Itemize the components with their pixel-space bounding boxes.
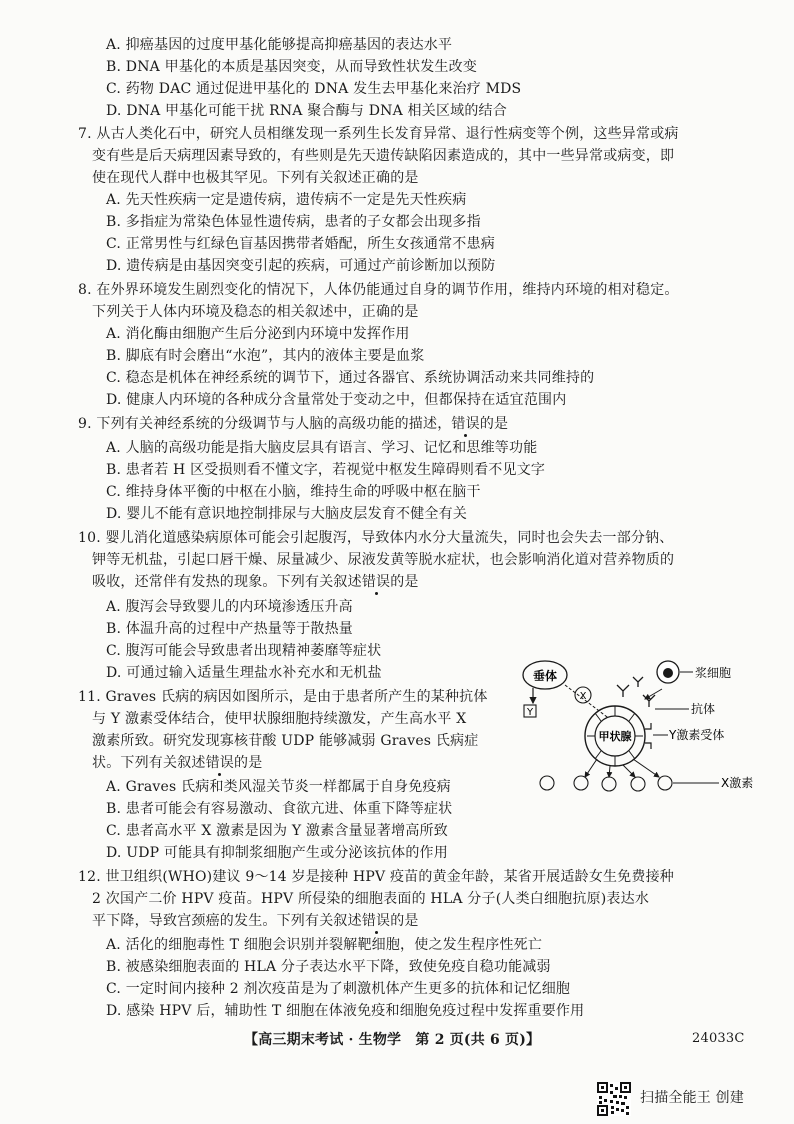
q7-option-d: D. 遗传病是由基因突变引起的疾病，可通过产前诊断加以预防 bbox=[106, 258, 496, 274]
q10-option-c: C. 腹泻可能会导致患者出现精神萎靡等症状 bbox=[106, 643, 382, 659]
q6-option-b: B. DNA 甲基化的本质是基因突变，从而导致性状发生改变 bbox=[106, 59, 478, 75]
q12-stem-line-2: 2 次国产二价 HPV 疫苗。HPV 所侵染的细胞表面的 HLA 分子(人类白细胞抗原)表达水 bbox=[92, 891, 650, 907]
plasma-cell-label: 浆细胞 bbox=[695, 666, 732, 680]
y-receptor-label: Y激素受体 bbox=[669, 728, 725, 742]
q8-stem-line-2: 下列关于人体内环境及稳态的相关叙述中，正确的是 bbox=[92, 304, 419, 320]
q11-option-d: D. UDP 可能具有抑制浆细胞产生或分泌该抗体的作用 bbox=[106, 845, 448, 861]
q10-stem-tail: 的是 bbox=[390, 574, 419, 590]
q12-stem-tail: 的是 bbox=[390, 913, 419, 929]
q12-stem-line-1: 12. 世卫组织(WHO)建议 9～14 岁是接种 HPV 疫苗的黄金年龄，某省开展适龄女生免费接种 bbox=[78, 869, 674, 885]
q9-option-d: D. 婴儿不能有意识地控制排尿与大脑皮层发育不健全有关 bbox=[106, 506, 468, 522]
q8-option-d: D. 健康人内环境的各种成分含量常处于变动之中，但都保持在适宜范围内 bbox=[106, 392, 567, 408]
q10-stem-line-3 bbox=[92, 573, 419, 591]
paper-code: 24033C bbox=[692, 1031, 745, 1046]
q11-stem-line-3: 激素所致。研究发现寡核苷酸 UDP 能够减弱 Graves 氏病症 bbox=[92, 733, 479, 749]
q9-option-c: C. 维持身体平衡的中枢在小脑，维持生命的呼吸中枢在脑干 bbox=[106, 484, 481, 500]
q7-stem-line-2: 变有些是后天病理因素导致的，有些则是先天遗传缺陷因素造成的，其中一些异常或病变，即 bbox=[92, 148, 675, 164]
q8-option-b: B. 脚底有时会磨出“水泡”，其内的液体主要是血浆 bbox=[106, 348, 425, 364]
x-hormone-label: X激素 bbox=[721, 776, 754, 790]
q11-stem-text: 状。下列有关叙述 bbox=[92, 755, 206, 771]
q8-stem-line-1: 8. 在外界环境发生剧烈变化的情况下，人体仍能通过自身的调节作用，维持内环境的相对稳定。 bbox=[78, 282, 679, 298]
q6-option-a: A. 抑癌基因的过度甲基化能够提高抑癌基因的表达水平 bbox=[106, 37, 453, 53]
secretion-arrow bbox=[645, 689, 662, 699]
q9-stem-text: 9. 下列有关神经系统的分级调节与人脑的高级功能的描述， bbox=[78, 416, 452, 432]
x-arrow-4 bbox=[633, 759, 659, 777]
antibody-icon-1 bbox=[617, 685, 629, 697]
q9-option-b: B. 患者若 H 区受损则看不懂文字，若视觉中枢发生障碍则看不见文字 bbox=[106, 462, 546, 478]
q10-option-b: B. 体温升高的过程中产热量等于散热量 bbox=[106, 621, 353, 637]
q7-stem-line-3: 使在现代人群中也极其罕见。下列有关叙述正确的是 bbox=[92, 170, 419, 186]
q11-stem-line-1: 11. Graves 氏病的病因如图所示，是由于患者所产生的某种抗体 bbox=[78, 689, 488, 705]
x-arrow-1 bbox=[585, 759, 597, 777]
y-hormone-mark: Y bbox=[526, 707, 534, 718]
q11-option-c: C. 患者高水平 X 激素是因为 Y 激素含量显著增高所致 bbox=[106, 823, 448, 839]
q10-stem-line-2: 钾等无机盐，引起口唇干燥、尿量减少、尿液发黄等脱水症状，也会影响消化道对营养物质的 bbox=[92, 552, 675, 568]
q9-option-a: A. 人脑的高级功能是指大脑皮层具有语言、学习、记忆和思维等功能 bbox=[106, 440, 538, 456]
q9-stem-tail: 的是 bbox=[479, 416, 509, 432]
q12-option-d: D. 感染 HPV 后，辅助性 T 细胞在体液免疫和细胞免疫过程中发挥重要作用 bbox=[106, 1003, 585, 1019]
q12-option-b: B. 被感染细胞表面的 HLA 分子表达水平下降，致使免疫自稳功能减弱 bbox=[106, 959, 551, 975]
q11-option-b: B. 患者可能会有容易激动、食欲亢进、体重下降等症状 bbox=[106, 801, 453, 817]
x-arrow-2 bbox=[609, 766, 610, 777]
x-hormone-4 bbox=[631, 777, 645, 791]
qr-code-icon bbox=[597, 1082, 631, 1116]
q7-option-b: B. 多指症为常染色体显性遗传病，患者的子女都会出现多指 bbox=[106, 214, 481, 230]
antibody-icon-3 bbox=[633, 677, 643, 687]
q8-option-c: C. 稳态是机体在神经系统的调节下，通过各器官、系统协调活动来共同维持的 bbox=[106, 370, 595, 386]
q11-stem-emphasis: 错误 bbox=[205, 755, 235, 771]
q12-stem-line-3 bbox=[92, 912, 419, 930]
q11-stem-tail: 的是 bbox=[234, 755, 263, 771]
thyroid-label: 甲状腺 bbox=[598, 730, 632, 743]
antibody-label: 抗体 bbox=[691, 702, 716, 716]
q10-stem-text: 吸收，还常伴有发热的现象。下列有关叙述 bbox=[92, 574, 362, 590]
q7-option-a: A. 先天性疾病一定是遗传病，遗传病不一定是先天性疾病 bbox=[106, 192, 467, 208]
plasma-cell-nucleus bbox=[663, 668, 673, 678]
q10-stem-emphasis: 错误 bbox=[361, 574, 391, 590]
scanner-watermark: 扫描全能王 创建 bbox=[640, 1090, 745, 1106]
q6-option-c: C. 药物 DAC 通过促进甲基化的 DNA 发生去甲基化来治疗 MDS bbox=[106, 81, 522, 97]
q11-stem-line-4 bbox=[92, 754, 262, 772]
q8-option-a: A. 消化酶由细胞产生后分泌到内环境中发挥作用 bbox=[106, 326, 410, 342]
q11-stem-line-2: 与 Y 激素受体结合，使甲状腺细胞持续激发，产生高水平 X bbox=[92, 711, 467, 727]
x-hormone-1 bbox=[540, 776, 554, 790]
x-arrow-3 bbox=[623, 765, 635, 777]
q12-stem-emphasis: 错误 bbox=[361, 913, 391, 929]
q12-stem-text: 平下降，导致宫颈癌的发生。下列有关叙述 bbox=[92, 913, 362, 929]
q6-option-d: D. DNA 甲基化可能干扰 RNA 聚合酶与 DNA 相关区域的结合 bbox=[106, 103, 507, 119]
q10-option-a: A. 腹泻会导致婴儿的内环境渗透压升高 bbox=[106, 599, 353, 615]
pituitary-label: 垂体 bbox=[532, 669, 558, 683]
q12-option-c: C. 一定时间内接种 2 剂次疫苗是为了刺激机体产生更多的抗体和记忆细胞 bbox=[106, 981, 571, 997]
page-footer: 【高三期末考试 · 生物学 第 2 页(共 6 页)】 bbox=[244, 1032, 541, 1048]
q12-option-a: A. 活化的细胞毒性 T 细胞会识别并裂解靶细胞，使之发生程序性死亡 bbox=[106, 937, 543, 953]
x-hormone-2 bbox=[574, 776, 588, 790]
q9-stem-emphasis: 错误 bbox=[451, 416, 480, 432]
graves-disease-diagram bbox=[505, 651, 767, 801]
y-receptor-shapes bbox=[645, 723, 651, 749]
q10-option-d: D. 可通过输入适量生理盐水补充水和无机盐 bbox=[106, 665, 382, 681]
x-hormone-5 bbox=[658, 776, 672, 790]
q7-option-c: C. 正常男性与红绿色盲基因携带者婚配，所生女孩通常不患病 bbox=[106, 236, 495, 252]
inhibition-mark: X bbox=[579, 691, 587, 702]
q10-stem-line-1: 10. 婴儿消化道感染病原体可能会引起腹泻，导致体内水分大量流失，同时也会失去一部分钠、 bbox=[78, 530, 674, 546]
q11-option-a: A. Graves 氏病和类风湿关节炎一样都属于自身免疫病 bbox=[106, 779, 451, 795]
q7-stem-line-1: 7. 从古人类化石中，研究人员相继发现一系列生长发育异常、退行性病变等个例，这些异常或病 bbox=[78, 126, 679, 142]
x-hormone-3 bbox=[602, 777, 616, 791]
q9-stem bbox=[78, 415, 508, 433]
